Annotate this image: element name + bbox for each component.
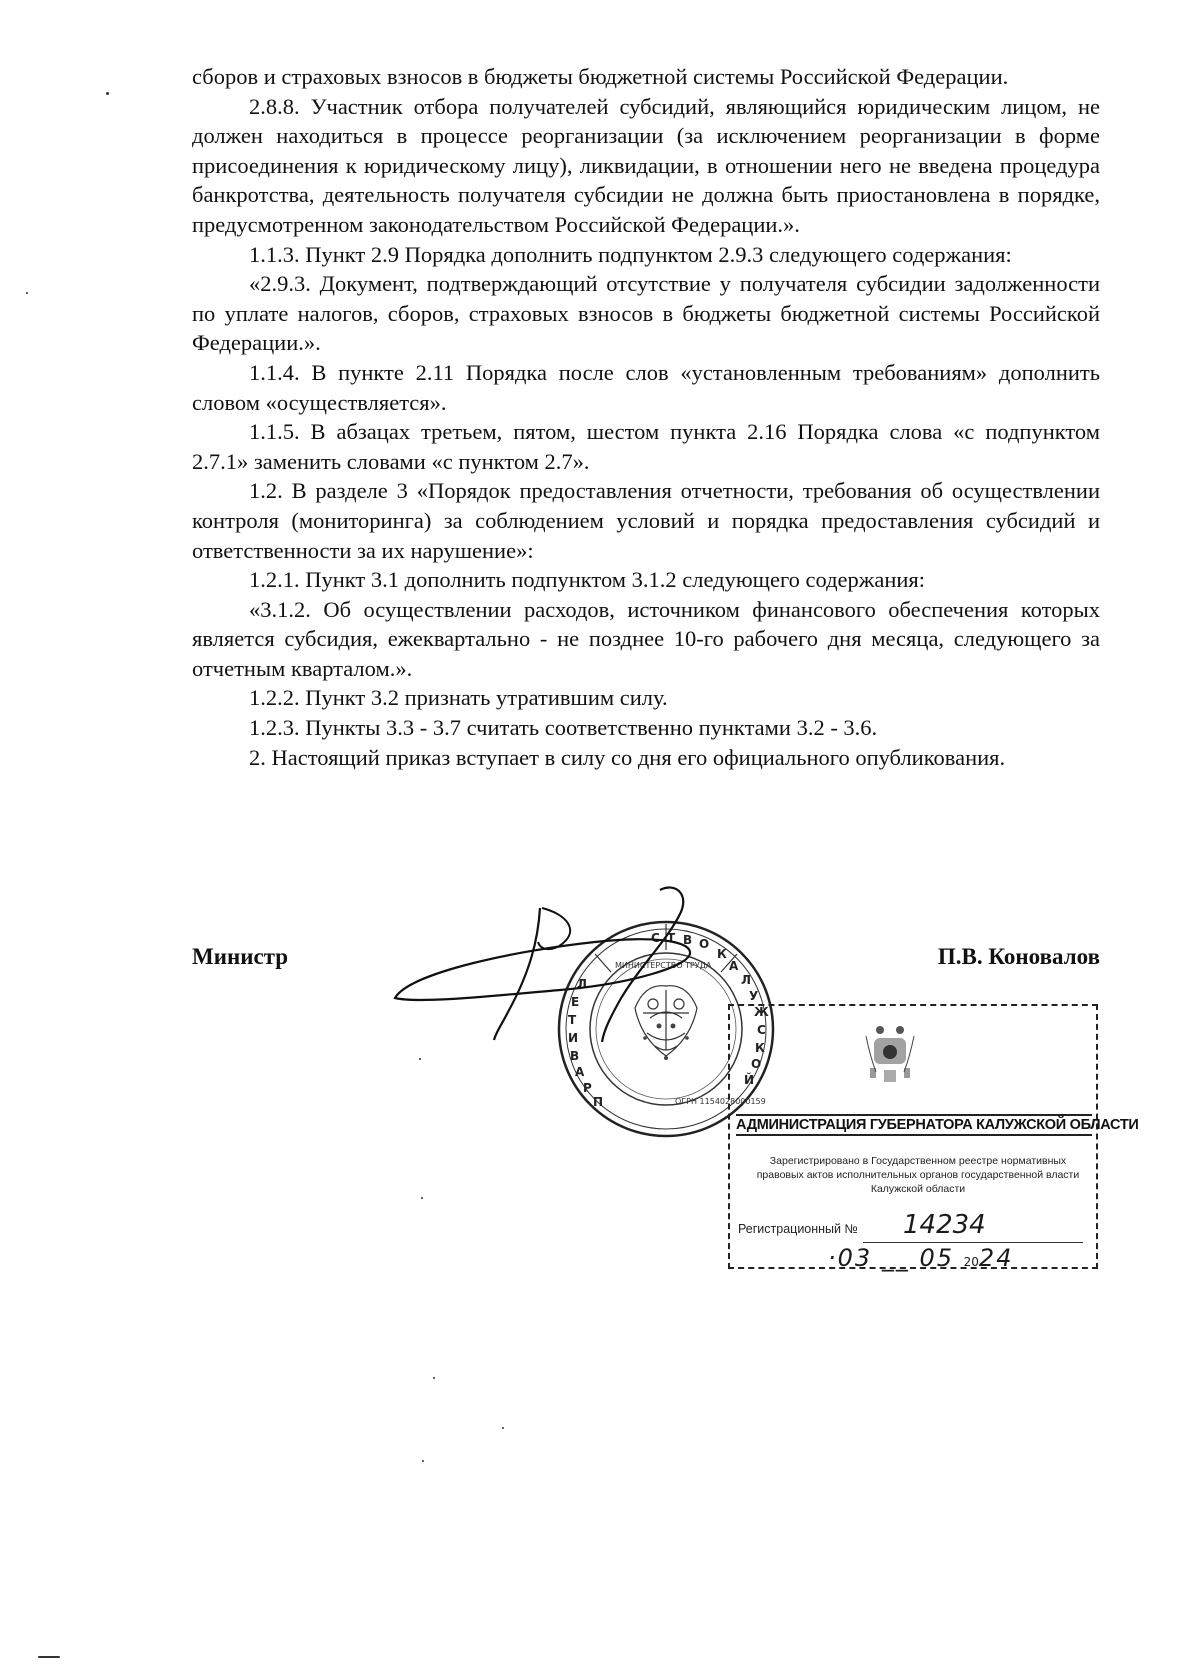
svg-text:А: А xyxy=(575,1065,585,1079)
svg-text:МИНИСТЕРСТВО ТРУДА: МИНИСТЕРСТВО ТРУДА xyxy=(615,961,712,970)
scan-speck xyxy=(422,1460,424,1462)
paragraph-1-1-5: 1.1.5. В абзацах третьем, пятом, шестом пункта 2.16 Порядка слова «с подпунктом 2.7.1» заменить словами «с пунктом 2.7». xyxy=(192,419,1100,474)
scan-speck xyxy=(433,1377,435,1379)
scan-speck xyxy=(106,92,109,95)
signature-block xyxy=(192,944,1100,978)
paragraph-1-2-1: 1.2.1. Пункт 3.1 дополнить подпунктом 3.1.2 следующего содержания: xyxy=(249,567,926,593)
paragraph-1-1-4: 1.1.4. В пункте 2.11 Порядка после слов «установленным требованиям» дополнить словом «осуществляется». xyxy=(192,359,1100,415)
svg-text:К: К xyxy=(717,947,727,961)
scan-speck xyxy=(26,292,28,294)
registration-stamp xyxy=(728,1004,1139,1272)
svg-text:Т: Т xyxy=(568,1013,577,1027)
registration-date-year-prefix: 20 xyxy=(963,1255,979,1269)
coat-of-arms-icon xyxy=(860,1018,920,1088)
svg-text:Л: Л xyxy=(741,973,751,987)
paragraph-3-1-2: «3.1.2. Об осуществлении расходов, источником финансового обеспечения которых является субсидия, ежеквартально - не позднее 10-го рабочего дня месяца, следующего за отчетным кварталом.». xyxy=(192,596,1100,681)
paragraph-1-1-3: 1.1.3. Пункт 2.9 Порядка дополнить подпунктом 2.9.3 следующего содержания: xyxy=(249,241,1012,267)
svg-text:Й: Й xyxy=(744,1073,755,1087)
svg-text:ОГРН 1154028000159: ОГРН 1154028000159 xyxy=(675,1097,766,1106)
registration-number-row xyxy=(738,1210,1088,1246)
paragraph-1-2: 1.2. В разделе 3 «Порядок предоставления отчетности, требования об осуществлении контроля (мониторинга) за соблюдением условий и порядка предоставления субсидий и ответственности за их нарушение»: xyxy=(192,478,1100,563)
scan-speck xyxy=(38,1656,60,1658)
paragraph-1-2-2: 1.2.2. Пункт 3.2 признать утратившим силу. xyxy=(249,685,668,711)
paragraph-continuation: сборов и страховых взносов в бюджеты бюджетной системы Российской Федерации. xyxy=(192,64,1009,89)
registration-number-label: Регистрационный № xyxy=(738,1222,858,1236)
svg-text:А: А xyxy=(729,959,739,973)
paragraph-2-8-8: 2.8.8. Участник отбора получателей субсидий, являющийся юридическим лицом, не должен находиться в процессе реорганизации (за исключением реорганизации в форме присоединения к юридическому лицу), ликвидации, в отношении него не введена процедура банкротства, деятельность получателя субсидии не должна быть приостановлена в порядке, предусмотренном законодательством Российской Федерации.». xyxy=(192,93,1100,237)
svg-text:Ж: Ж xyxy=(754,1005,769,1019)
paragraph-1-2-3: 1.2.3. Пункты 3.3 - 3.7 считать соответственно пунктами 3.2 - 3.6. xyxy=(249,715,878,741)
signatory-title: Министр xyxy=(192,944,289,969)
scan-speck xyxy=(419,1058,421,1060)
stamp-note: Зарегистрировано в Государственном реестре нормативных правовых актов исполнительных органов государственной власти Калужской области xyxy=(756,1155,1080,1195)
svg-text:В: В xyxy=(683,933,693,947)
paragraph-2: 2. Настоящий приказ вступает в силу со дня его официального опубликования. xyxy=(249,744,1006,770)
svg-text:П: П xyxy=(593,1095,604,1109)
svg-text:К: К xyxy=(755,1041,765,1055)
svg-text:В: В xyxy=(570,1049,580,1063)
registration-date-day: 03 xyxy=(837,1244,873,1272)
svg-text:У: У xyxy=(749,989,759,1003)
svg-text:О: О xyxy=(699,937,710,951)
registration-date-year-suffix: 24 xyxy=(978,1244,1014,1272)
svg-text:И: И xyxy=(568,1031,579,1045)
document-body xyxy=(192,62,1100,772)
registration-number: 14234 xyxy=(903,1210,986,1240)
stamp-header: АДМИНИСТРАЦИЯ ГУБЕРНАТОРА КАЛУЖСКОЙ ОБЛАСТИ xyxy=(736,1114,1092,1136)
scan-speck xyxy=(421,1197,423,1199)
svg-text:О: О xyxy=(751,1057,762,1071)
svg-text:Е: Е xyxy=(571,995,580,1009)
svg-text:С: С xyxy=(757,1023,766,1037)
signatory-name: П.В. Коновалов xyxy=(937,944,1100,969)
registration-number-underline xyxy=(863,1242,1083,1243)
paragraph-2-9-3: «2.9.3. Документ, подтверждающий отсутствие у получателя субсидии задолженности по уплате налогов, сборов, страховых взносов в бюджеты бюджетной системы Российской Федерации.». xyxy=(192,271,1100,356)
scan-speck xyxy=(502,1427,504,1429)
svg-text:Т: Т xyxy=(667,931,676,945)
registration-date-month: 05 xyxy=(919,1244,954,1272)
svg-text:Р: Р xyxy=(583,1081,592,1095)
registration-date: ·03 __ 05 2024 xyxy=(828,1244,1014,1272)
svg-text:С: С xyxy=(651,931,660,945)
svg-text:Л: Л xyxy=(577,977,587,991)
registration-date-row xyxy=(738,1244,1088,1272)
